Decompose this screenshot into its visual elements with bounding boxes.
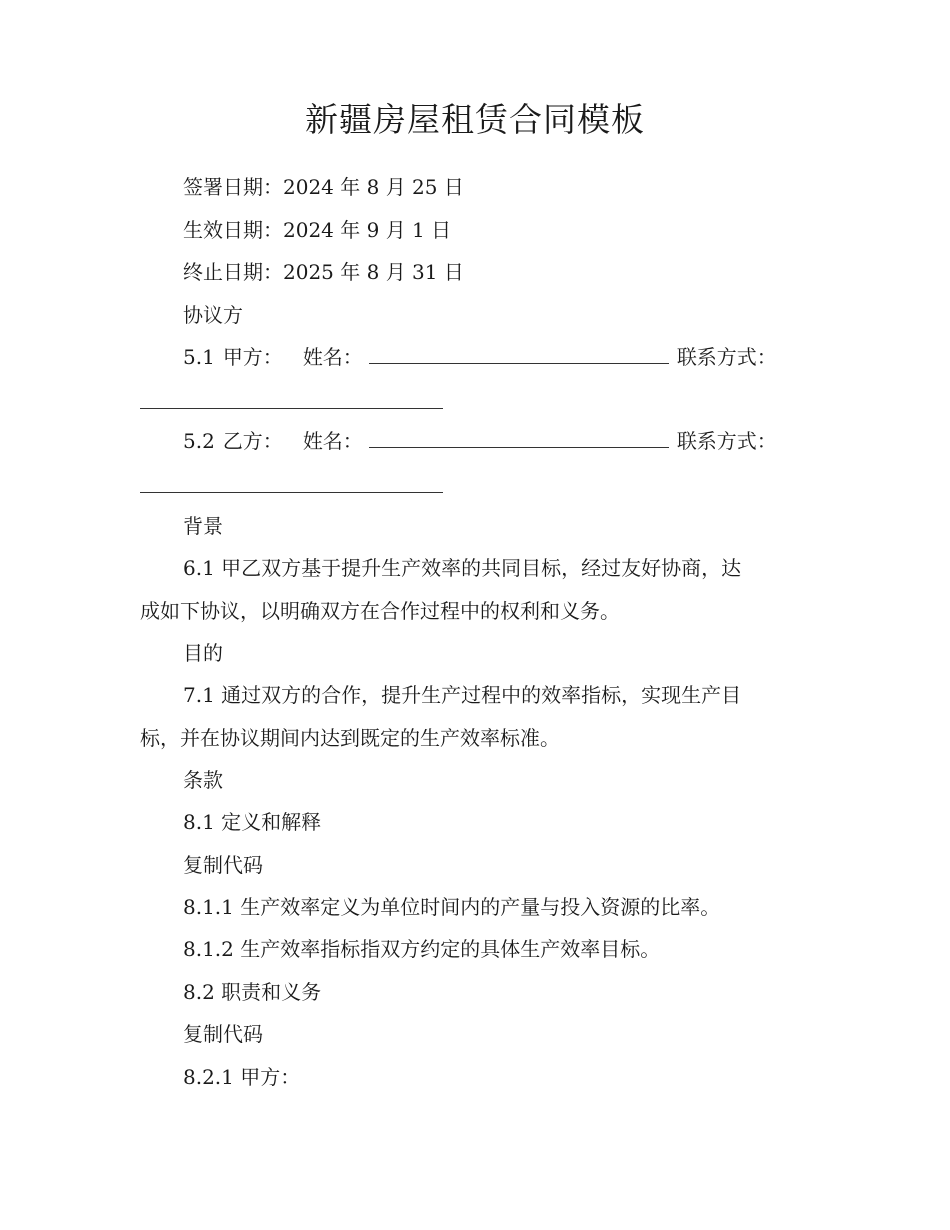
purpose-para-line1: 7.1 通过双方的合作，提升生产过程中的效率指标，实现生产目 xyxy=(183,683,742,707)
party-b-label: 乙方： xyxy=(222,429,283,453)
terms-heading: 条款 xyxy=(183,768,223,792)
effective-date-value: 2024 年 9 月 1 日 xyxy=(283,218,452,242)
sign-date-line xyxy=(183,172,464,202)
party-b-name-label: 姓名： xyxy=(302,429,363,453)
background-para-line1: 6.1 甲乙双方基于提升生产效率的共同目标，经过友好协商，达 xyxy=(183,556,742,580)
effective-date-label: 生效日期： xyxy=(183,218,283,242)
party-a-line xyxy=(183,342,777,372)
effective-date-line xyxy=(183,215,451,245)
document-title: 新疆房屋租赁合同模板 xyxy=(305,100,645,139)
party-a-number: 5.1 xyxy=(183,345,215,369)
parties-heading: 协议方 xyxy=(183,303,243,327)
section-8-2-1: 8.2.1 甲方： xyxy=(183,1065,301,1089)
party-b-name-blank[interactable] xyxy=(369,429,669,448)
party-a-contact-blank[interactable] xyxy=(140,408,443,409)
end-date-label: 终止日期： xyxy=(183,260,283,284)
copy-code-label-2: 复制代码 xyxy=(183,1022,263,1046)
copy-code-label-1: 复制代码 xyxy=(183,853,263,877)
party-b-line xyxy=(183,426,777,456)
purpose-para-line2: 标，并在协议期间内达到既定的生产效率标准。 xyxy=(140,726,560,750)
background-heading: 背景 xyxy=(183,514,223,538)
purpose-heading: 目的 xyxy=(183,641,223,665)
party-a-name-label: 姓名： xyxy=(302,345,363,369)
section-8-2: 8.2 职责和义务 xyxy=(183,980,322,1004)
section-8-1-2: 8.1.2 生产效率指标指双方约定的具体生产效率目标。 xyxy=(183,937,661,961)
background-para-line2: 成如下协议，以明确双方在合作过程中的权利和义务。 xyxy=(140,599,620,623)
section-8-1-1: 8.1.1 生产效率定义为单位时间内的产量与投入资源的比率。 xyxy=(183,895,721,919)
end-date-line xyxy=(183,257,464,287)
party-a-name-blank[interactable] xyxy=(369,345,669,364)
party-b-number: 5.2 xyxy=(183,429,215,453)
party-b-contact-blank[interactable] xyxy=(140,492,443,493)
party-a-contact-label: 联系方式： xyxy=(676,345,777,369)
end-date-value: 2025 年 8 月 31 日 xyxy=(283,260,464,284)
party-b-contact-label: 联系方式： xyxy=(676,429,777,453)
sign-date-value: 2024 年 8 月 25 日 xyxy=(283,175,464,199)
sign-date-label: 签署日期： xyxy=(183,175,283,199)
party-a-label: 甲方： xyxy=(222,345,283,369)
section-8-1: 8.1 定义和解释 xyxy=(183,810,322,834)
